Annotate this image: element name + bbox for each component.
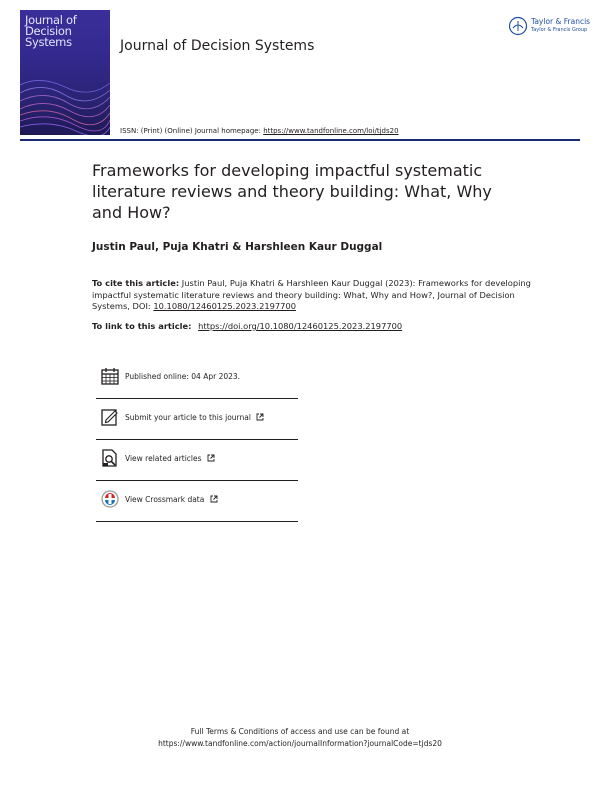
related-articles-row[interactable] — [96, 444, 298, 481]
related-articles-link[interactable] — [125, 454, 215, 463]
calendar-icon — [100, 366, 120, 386]
cite-text: Justin Paul, Puja Khatri & Harshleen Kaur Duggal (2023): Frameworks for developing impactful systematic literature reviews and theory building: What, Why and How?, Journal of Decision Systems, DOI: — [92, 278, 531, 311]
crossmark-label: View Crossmark data — [125, 495, 205, 504]
article-authors: Justin Paul, Puja Khatri & Harshleen Kaur Duggal — [92, 241, 383, 253]
external-link-icon — [256, 413, 264, 421]
crossmark-icon — [100, 489, 120, 509]
link-label: To link to this article: — [92, 321, 192, 331]
header-divider — [20, 139, 580, 141]
doi-link[interactable]: 10.1080/12460125.2023.2197700 — [153, 301, 297, 311]
published-online-row — [96, 362, 298, 399]
external-link-icon — [207, 454, 215, 462]
citation-block — [92, 278, 532, 313]
footer-terms-text: Full Terms & Conditions of access and use can be found at — [190, 727, 410, 736]
cover-journal-name — [25, 15, 105, 48]
crossmark-row[interactable] — [96, 485, 298, 522]
submit-article-icon — [100, 407, 120, 427]
publisher-logo — [508, 14, 591, 40]
issn-label: ISSN: (Print) (Online) Journal homepage: — [120, 127, 261, 135]
external-link-icon — [210, 495, 218, 503]
article-doi-url[interactable]: https://doi.org/10.1080/12460125.2023.2197700 — [198, 321, 403, 331]
footer — [0, 726, 600, 750]
publisher-emblem-icon — [508, 16, 528, 36]
article-title: Frameworks for developing impactful systematic literature reviews and theory building: What, Why and How? — [92, 161, 492, 222]
submit-article-label: Submit your article to this journal — [125, 413, 251, 422]
journal-cover-image — [20, 10, 110, 135]
issn-line — [120, 127, 399, 135]
journal-homepage-link[interactable]: https://www.tandfonline.com/loi/tjds20 — [263, 127, 399, 135]
submit-article-row[interactable] — [96, 403, 298, 440]
journal-title: Journal of Decision Systems — [120, 38, 315, 54]
footer-terms-link[interactable]: https://www.tandfonline.com/action/journalInformation?journalCode=tjds20 — [158, 739, 442, 748]
publisher-name: Taylor & Francis — [531, 17, 591, 26]
submit-article-link[interactable] — [125, 413, 264, 422]
crossmark-link[interactable] — [125, 495, 218, 504]
cover-wave-graphic — [20, 65, 110, 135]
published-online-text: Published online: 04 Apr 2023. — [125, 372, 241, 381]
publisher-group: Taylor & Francis Group — [531, 27, 588, 33]
article-link-row — [92, 321, 402, 331]
cite-label: To cite this article: — [92, 278, 180, 288]
cover-title-line: Decision — [25, 24, 72, 38]
cover-title-line: Systems — [25, 35, 72, 49]
related-articles-icon — [100, 448, 120, 468]
related-articles-label: View related articles — [125, 454, 202, 463]
cover-title-line: Journal of — [25, 13, 77, 27]
